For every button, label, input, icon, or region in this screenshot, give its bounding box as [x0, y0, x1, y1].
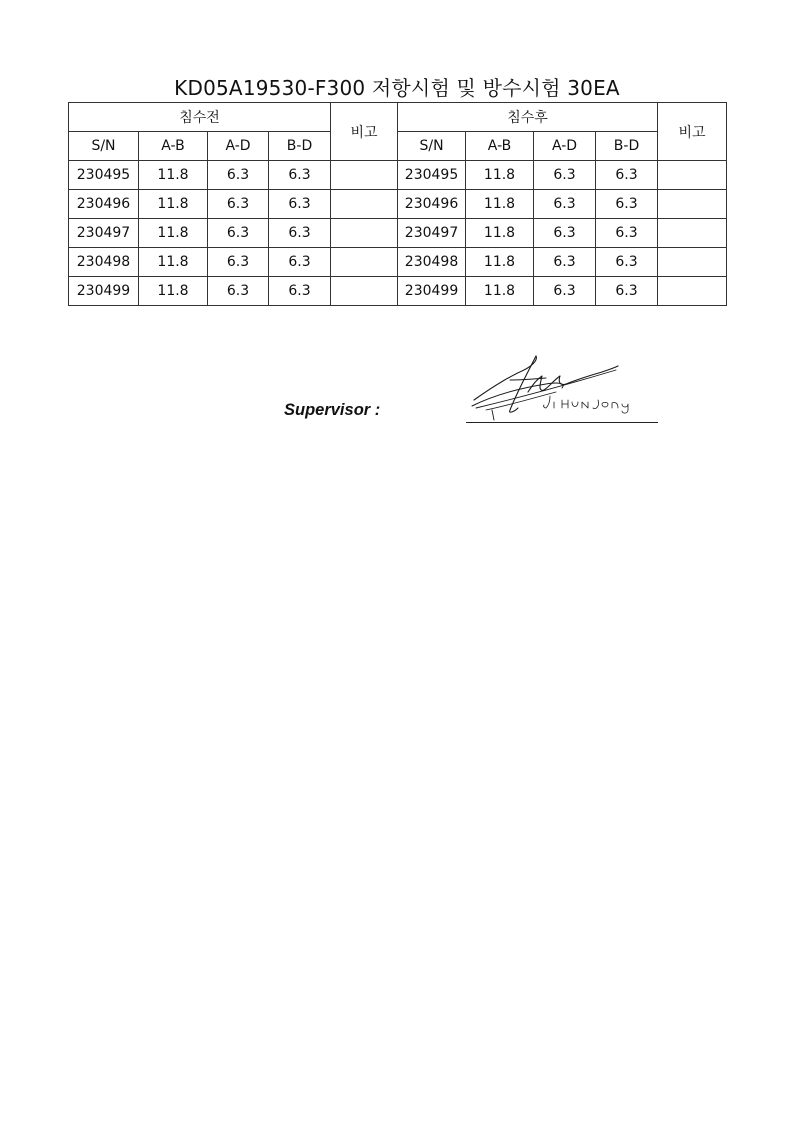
after-ab-header: A-B [466, 132, 534, 161]
after-ad-cell: 6.3 [534, 190, 596, 219]
signature-line [466, 422, 658, 423]
table-row [69, 161, 727, 190]
after-sn-cell: 230497 [398, 219, 466, 248]
after-ab-cell: 11.8 [466, 190, 534, 219]
before-remarks-cell [331, 161, 398, 190]
before-remarks-cell [331, 219, 398, 248]
before-sn-header: S/N [69, 132, 139, 161]
after-sn-cell: 230496 [398, 190, 466, 219]
after-bd-cell: 6.3 [596, 219, 658, 248]
before-ad-cell: 6.3 [208, 161, 269, 190]
before-remarks-cell [331, 190, 398, 219]
after-remarks-cell [658, 161, 727, 190]
before-ad-header: A-D [208, 132, 269, 161]
before-sn-cell: 230498 [69, 248, 139, 277]
before-bd-cell: 6.3 [269, 277, 331, 306]
before-sn-cell: 230497 [69, 219, 139, 248]
after-bd-cell: 6.3 [596, 248, 658, 277]
after-remarks-cell [658, 248, 727, 277]
after-ad-cell: 6.3 [534, 219, 596, 248]
before-bd-cell: 6.3 [269, 248, 331, 277]
after-ad-cell: 6.3 [534, 161, 596, 190]
after-bd-cell: 6.3 [596, 190, 658, 219]
supervisor-label: Supervisor : [284, 401, 381, 419]
after-bd-header: B-D [596, 132, 658, 161]
before-ab-cell: 11.8 [139, 277, 208, 306]
table-row [69, 219, 727, 248]
after-ab-cell: 11.8 [466, 161, 534, 190]
after-ab-cell: 11.8 [466, 248, 534, 277]
after-remarks-header: 비고 [658, 103, 727, 161]
before-bd-cell: 6.3 [269, 161, 331, 190]
before-ad-cell: 6.3 [208, 219, 269, 248]
after-remarks-cell [658, 277, 727, 306]
after-bd-cell: 6.3 [596, 161, 658, 190]
before-ad-cell: 6.3 [208, 277, 269, 306]
before-immersion-header: 침수전 [69, 103, 331, 132]
column-header-row [69, 132, 727, 161]
before-ab-cell: 11.8 [139, 248, 208, 277]
table-row [69, 277, 727, 306]
after-ab-cell: 11.8 [466, 219, 534, 248]
after-bd-cell: 6.3 [596, 277, 658, 306]
before-ab-cell: 11.8 [139, 219, 208, 248]
after-sn-cell: 230498 [398, 248, 466, 277]
before-sn-cell: 230496 [69, 190, 139, 219]
after-ad-cell: 6.3 [534, 277, 596, 306]
group-header-row [69, 103, 727, 132]
before-ab-cell: 11.8 [139, 190, 208, 219]
before-ab-cell: 11.8 [139, 161, 208, 190]
table-row [69, 190, 727, 219]
before-ad-cell: 6.3 [208, 190, 269, 219]
before-bd-cell: 6.3 [269, 190, 331, 219]
document-title: KD05A19530-F300 저항시험 및 방수시험 30EA [174, 76, 620, 100]
before-remarks-header: 비고 [331, 103, 398, 161]
before-ad-cell: 6.3 [208, 248, 269, 277]
before-remarks-cell [331, 248, 398, 277]
after-sn-header: S/N [398, 132, 466, 161]
supervisor-signature [466, 350, 648, 422]
before-remarks-cell [331, 277, 398, 306]
after-remarks-cell [658, 190, 727, 219]
before-bd-header: B-D [269, 132, 331, 161]
after-remarks-cell [658, 219, 727, 248]
resistance-test-table [68, 102, 727, 306]
after-ad-header: A-D [534, 132, 596, 161]
before-ab-header: A-B [139, 132, 208, 161]
before-sn-cell: 230499 [69, 277, 139, 306]
table-row [69, 248, 727, 277]
after-sn-cell: 230495 [398, 161, 466, 190]
after-ad-cell: 6.3 [534, 248, 596, 277]
after-ab-cell: 11.8 [466, 277, 534, 306]
after-immersion-header: 침수후 [398, 103, 658, 132]
after-sn-cell: 230499 [398, 277, 466, 306]
before-bd-cell: 6.3 [269, 219, 331, 248]
before-sn-cell: 230495 [69, 161, 139, 190]
